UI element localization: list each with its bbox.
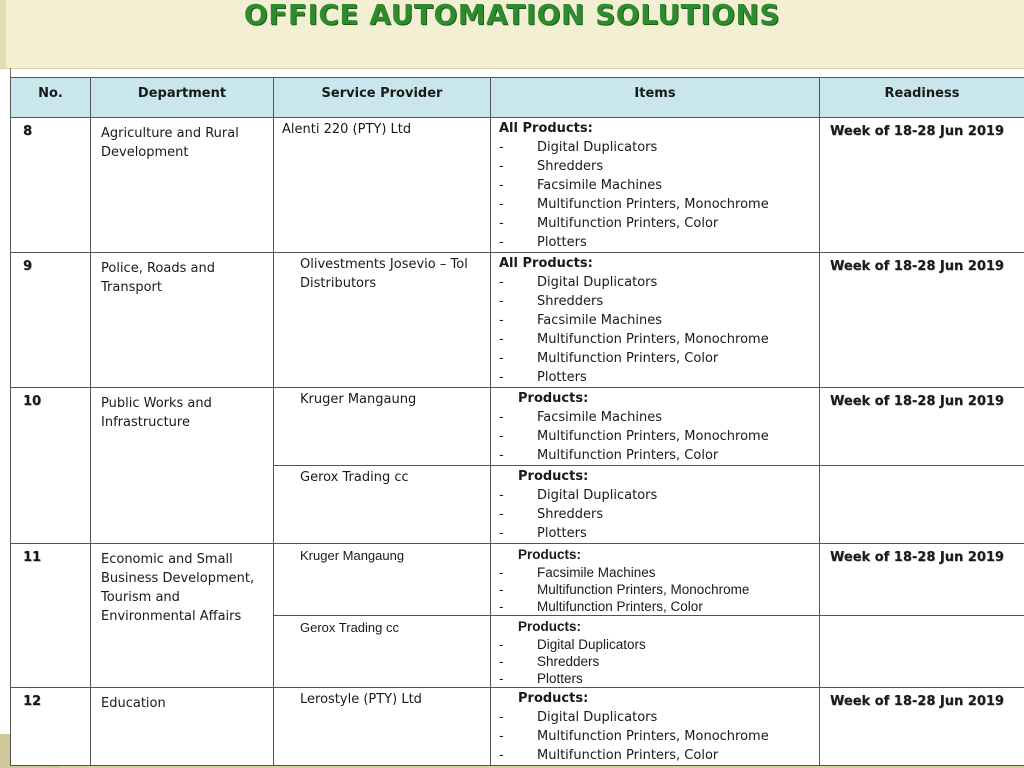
header-readiness: Readiness (820, 78, 1024, 118)
table-row (11, 688, 1024, 766)
items-heading: Products: (518, 469, 589, 484)
list-item: - Facsimile Machines (499, 176, 815, 195)
slide-title: OFFICE AUTOMATION SOLUTIONS (243, 0, 781, 31)
list-item: - Multifunction Printers, Color (499, 598, 815, 615)
list-item: - Shredders (499, 505, 815, 524)
list-item: - Digital Duplicators (499, 486, 815, 505)
list-item: - Multifunction Printers, Color (499, 214, 815, 233)
header-items: Items (491, 78, 820, 118)
items-heading: Products: (518, 619, 582, 634)
list-item: - Plotters (499, 670, 815, 687)
items-heading: Products: (518, 691, 589, 706)
table-row (11, 253, 1024, 388)
items-cell (491, 544, 820, 616)
items-list (499, 408, 815, 465)
table-row (11, 544, 1024, 616)
list-item: - Multifunction Printers, Monochrome (499, 195, 815, 214)
readiness-cell: Week of 18-28 Jun 2019 (820, 118, 1024, 253)
items-list (499, 708, 815, 765)
header-service-provider: Service Provider (274, 78, 491, 118)
list-item: - Digital Duplicators (499, 708, 815, 727)
items-heading: Products: (518, 547, 582, 562)
row-number: 8 (11, 118, 91, 253)
provider-cell: Gerox Trading cc (274, 616, 491, 688)
items-cell (491, 118, 820, 253)
title-band (0, 0, 1024, 69)
list-item: - Multifunction Printers, Color (499, 349, 815, 368)
list-item: - Shredders (499, 157, 815, 176)
items-list (499, 636, 815, 687)
list-item: - Multifunction Printers, Color (499, 446, 815, 465)
items-list (499, 273, 815, 387)
list-item: - Multifunction Printers, Monochrome (499, 581, 815, 598)
list-item: - Plotters (499, 233, 815, 252)
readiness-cell (820, 466, 1024, 544)
items-cell (491, 616, 820, 688)
provider-cell: Kruger Mangaung (274, 544, 491, 616)
items-cell (491, 688, 820, 766)
readiness-cell (820, 616, 1024, 688)
items-cell (491, 388, 820, 466)
list-item: - Facsimile Machines (499, 408, 815, 427)
list-item: - Multifunction Printers, Monochrome (499, 427, 815, 446)
row-number: 11 (11, 544, 91, 688)
items-heading: Products: (518, 391, 589, 406)
procurement-table (10, 77, 1024, 766)
list-item: - Multifunction Printers, Color (499, 746, 815, 765)
provider-cell: Alenti 220 (PTY) Ltd (274, 118, 491, 253)
department-cell: Education (91, 688, 274, 766)
items-cell (491, 466, 820, 544)
list-item: - Multifunction Printers, Monochrome (499, 330, 815, 349)
header-department: Department (91, 78, 274, 118)
list-item: - Facsimile Machines (499, 311, 815, 330)
list-item: - Facsimile Machines (499, 564, 815, 581)
items-heading: All Products: (499, 121, 593, 136)
readiness-cell: Week of 18-28 Jun 2019 (820, 544, 1024, 616)
items-list (499, 486, 815, 543)
items-cell (491, 253, 820, 388)
list-item: - Multifunction Printers, Monochrome (499, 727, 815, 746)
items-list (499, 138, 815, 252)
list-item: - Plotters (499, 368, 815, 387)
list-item: - Digital Duplicators (499, 636, 815, 653)
department-cell: Economic and Small Business Development, Tourism and Environmental Affairs (91, 544, 274, 688)
header-no: No. (11, 78, 91, 118)
list-item: - Shredders (499, 292, 815, 311)
provider-cell: Olivestments Josevio – Tol Distributors (274, 253, 491, 388)
department-cell: Police, Roads and Transport (91, 253, 274, 388)
items-list (499, 564, 815, 615)
row-number: 10 (11, 388, 91, 544)
items-heading: All Products: (499, 256, 593, 271)
department-cell: Agriculture and Rural Development (91, 118, 274, 253)
table-row (11, 388, 1024, 466)
row-number: 12 (11, 688, 91, 766)
provider-cell: Gerox Trading cc (274, 466, 491, 544)
row-number: 9 (11, 253, 91, 388)
readiness-cell: Week of 18-28 Jun 2019 (820, 688, 1024, 766)
table-row (11, 118, 1024, 253)
table-header-row (11, 78, 1024, 118)
provider-cell: Lerostyle (PTY) Ltd (274, 688, 491, 766)
readiness-cell: Week of 18-28 Jun 2019 (820, 388, 1024, 466)
list-item: - Digital Duplicators (499, 273, 815, 292)
list-item: - Digital Duplicators (499, 138, 815, 157)
list-item: - Shredders (499, 653, 815, 670)
department-cell: Public Works and Infrastructure (91, 388, 274, 544)
readiness-cell: Week of 18-28 Jun 2019 (820, 253, 1024, 388)
provider-cell: Kruger Mangaung (274, 388, 491, 466)
list-item: - Plotters (499, 524, 815, 543)
